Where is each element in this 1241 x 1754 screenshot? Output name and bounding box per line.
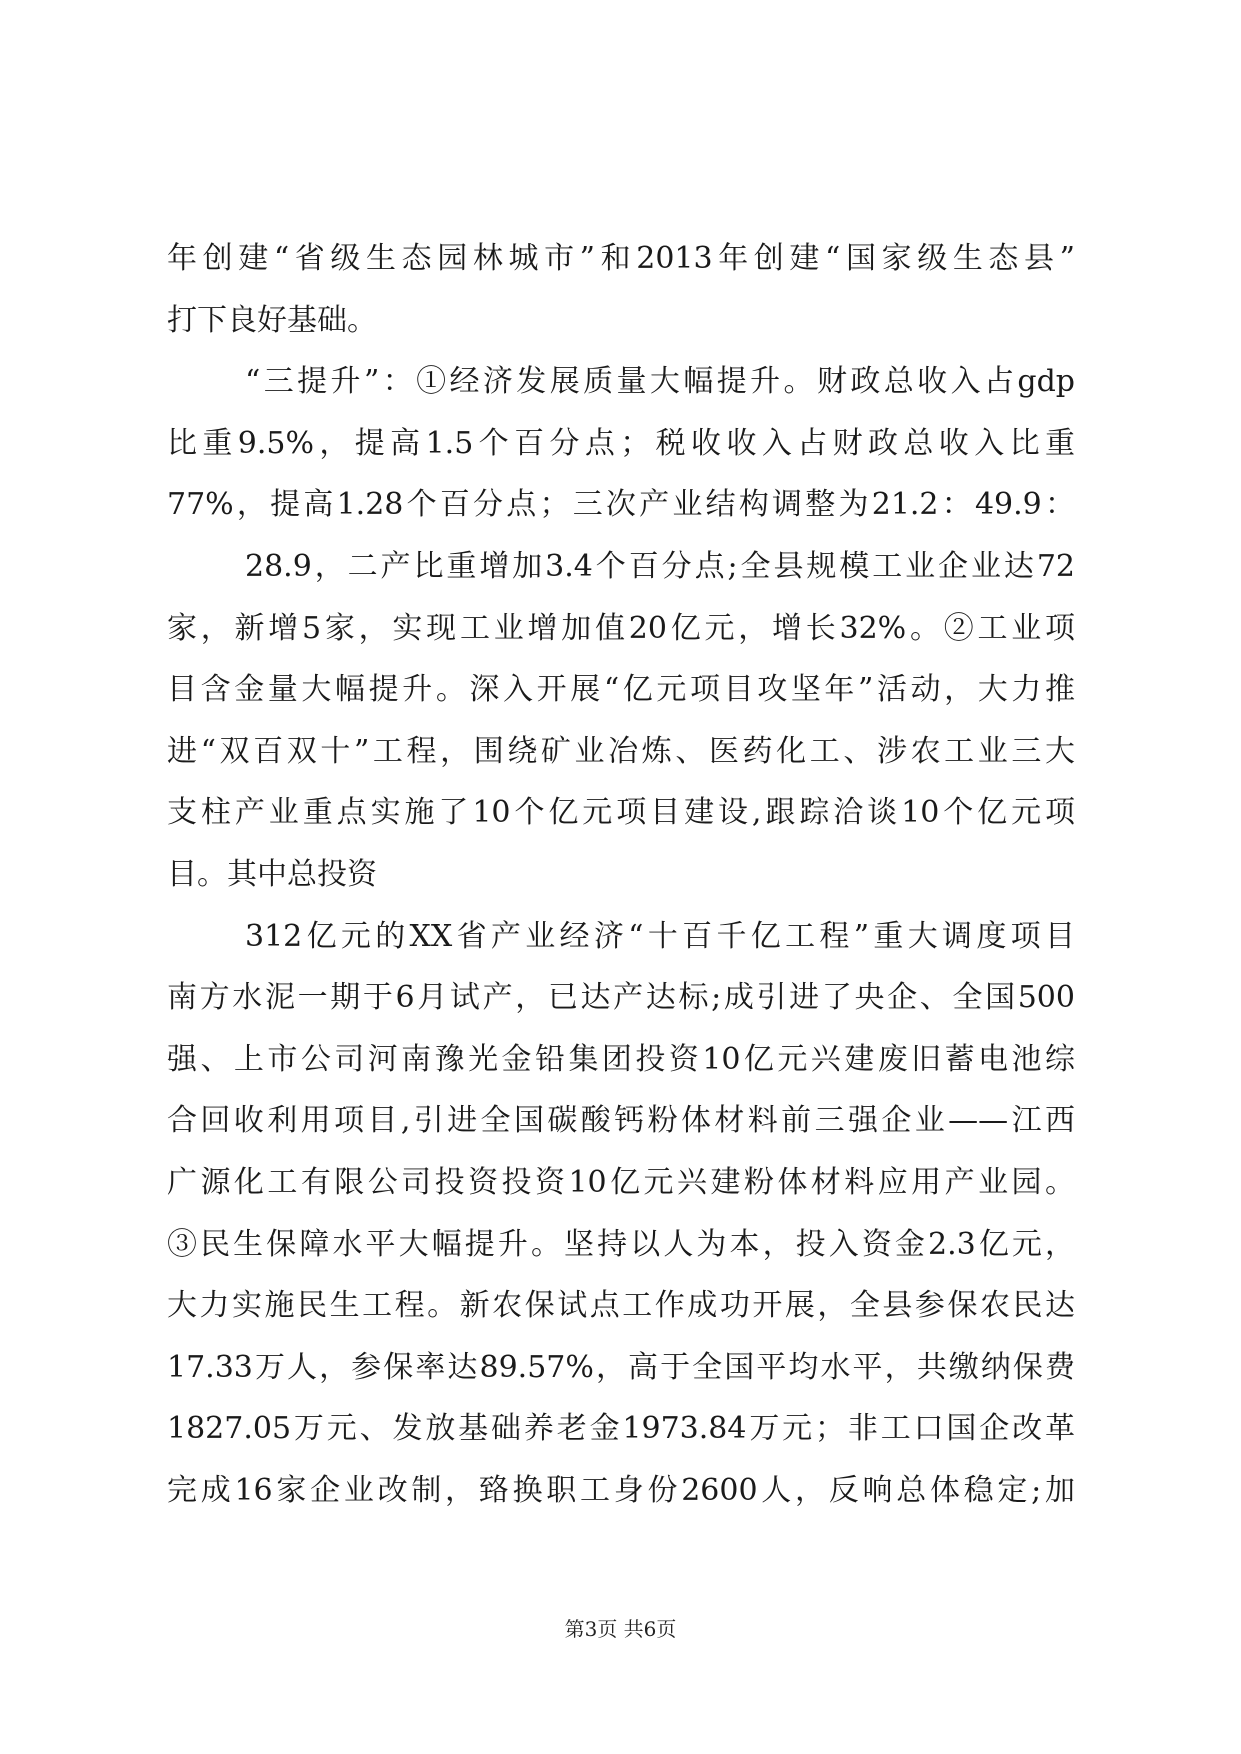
text-line: 大力实施民生工程。新农保试点工作成功开展，全县参保农民达 (167, 1288, 1075, 1324)
text-line: 1827.05万元、发放基础养老金1973.84万元；非工口国企改革 (167, 1411, 1075, 1447)
paragraph-start-line: 28.9，二产比重增加3.4个百分点;全县规模工业企业达72 (245, 548, 1075, 584)
text-line: 比重9.5%，提高1.5个百分点；税收收入占财政总收入比重 (167, 425, 1075, 461)
text-line: 广源化工有限公司投资投资10亿元兴建粉体材料应用产业园。 (167, 1164, 1075, 1200)
text-line: 目。其中总投资 (167, 856, 377, 892)
text-line: 打下良好基础。 (167, 302, 377, 338)
text-line: 目含金量大幅提升。深入开展“亿元项目攻坚年”活动，大力推 (167, 672, 1075, 708)
text-line: 17.33万人，参保率达89.57%，高于全国平均水平，共缴纳保费 (167, 1349, 1075, 1385)
page-footer: 第3页 共6页 (564, 1617, 677, 1641)
text-line: 支柱产业重点实施了10个亿元项目建设,跟踪洽谈10个亿元项 (167, 795, 1075, 831)
paragraph-start-line: 312亿元的XX省产业经济“十百千亿工程”重大调度项目 (245, 918, 1075, 954)
body-text (167, 228, 1075, 1521)
text-line: 合回收利用项目,引进全国碳酸钙粉体材料前三强企业——江西 (167, 1103, 1075, 1139)
text-line: 进“双百双十”工程，围绕矿业冶炼、医药化工、涉农工业三大 (167, 733, 1075, 769)
paragraph-start-line: “三提升”：①经济发展质量大幅提升。财政总收入占gdp (245, 364, 1075, 400)
text-line: 南方水泥一期于6月试产，已达产达标;成引进了央企、全国500 (167, 980, 1075, 1016)
text-line: 完成16家企业改制，臵换职工身份2600人，反响总体稳定;加 (167, 1472, 1075, 1508)
text-line: ③民生保障水平大幅提升。坚持以人为本，投入资金2.3亿元， (167, 1226, 1075, 1262)
text-line: 77%，提高1.28个百分点；三次产业结构调整为21.2：49.9： (167, 487, 1075, 523)
text-line: 家，新增5家，实现工业增加值20亿元，增长32%。②工业项 (167, 610, 1075, 646)
text-line: 强、上市公司河南豫光金铅集团投资10亿元兴建废旧蓄电池综 (167, 1041, 1075, 1077)
text-line: 年创建“省级生态园林城市”和2013年创建“国家级生态县” (167, 241, 1075, 276)
